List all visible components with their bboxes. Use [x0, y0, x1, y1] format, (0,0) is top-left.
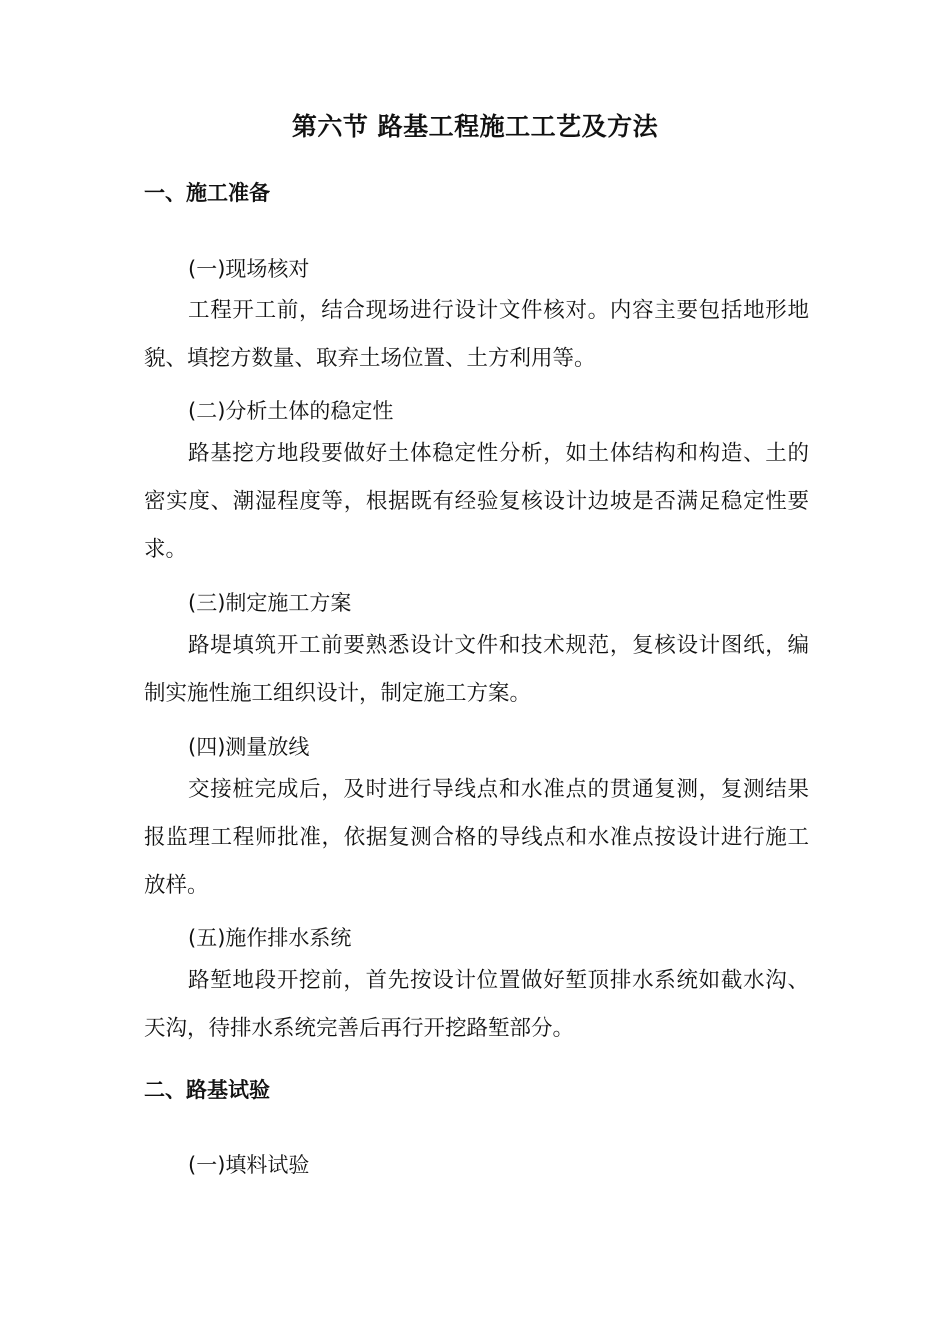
page-title: 第六节 路基工程施工工艺及方法 [291, 112, 659, 141]
section-heading-preparation: 一、施工准备 [144, 181, 270, 205]
subsection-heading-fill-test: (一)填料试验 [188, 1153, 310, 1177]
subsection-heading-construction-plan: (三)制定施工方案 [188, 591, 352, 615]
paragraph-construction-plan: 路堤填筑开工前要熟悉设计文件和技术规范，复核设计图纸，编制实施性施工组织设计，制定施工方案。 [144, 633, 809, 706]
paragraph-soil-stability: 路基挖方地段要做好土体稳定性分析，如土体结构和构造、土的密实度、潮湿程度等，根据既有经验复核设计边坡是否满足稳定性要求。 [144, 441, 809, 562]
section-heading-subgrade-test: 二、路基试验 [144, 1078, 270, 1102]
subsection-heading-survey: (四)测量放线 [188, 735, 310, 759]
subsection-heading-drainage: (五)施作排水系统 [188, 926, 352, 950]
paragraph-site-check: 工程开工前，结合现场进行设计文件核对。内容主要包括地形地貌、填挖方数量、取弃土场位置、土方利用等。 [144, 298, 809, 371]
paragraph-drainage: 路堑地段开挖前，首先按设计位置做好堑顶排水系统如截水沟、天沟，待排水系统完善后再行开挖路堑部分。 [144, 968, 809, 1041]
subsection-heading-site-check: (一)现场核对 [188, 257, 310, 281]
paragraph-survey: 交接桩完成后，及时进行导线点和水准点的贯通复测，复测结果报监理工程师批准，依据复测合格的导线点和水准点按设计进行施工放样。 [144, 777, 809, 898]
subsection-heading-soil-stability: (二)分析土体的稳定性 [188, 399, 394, 423]
